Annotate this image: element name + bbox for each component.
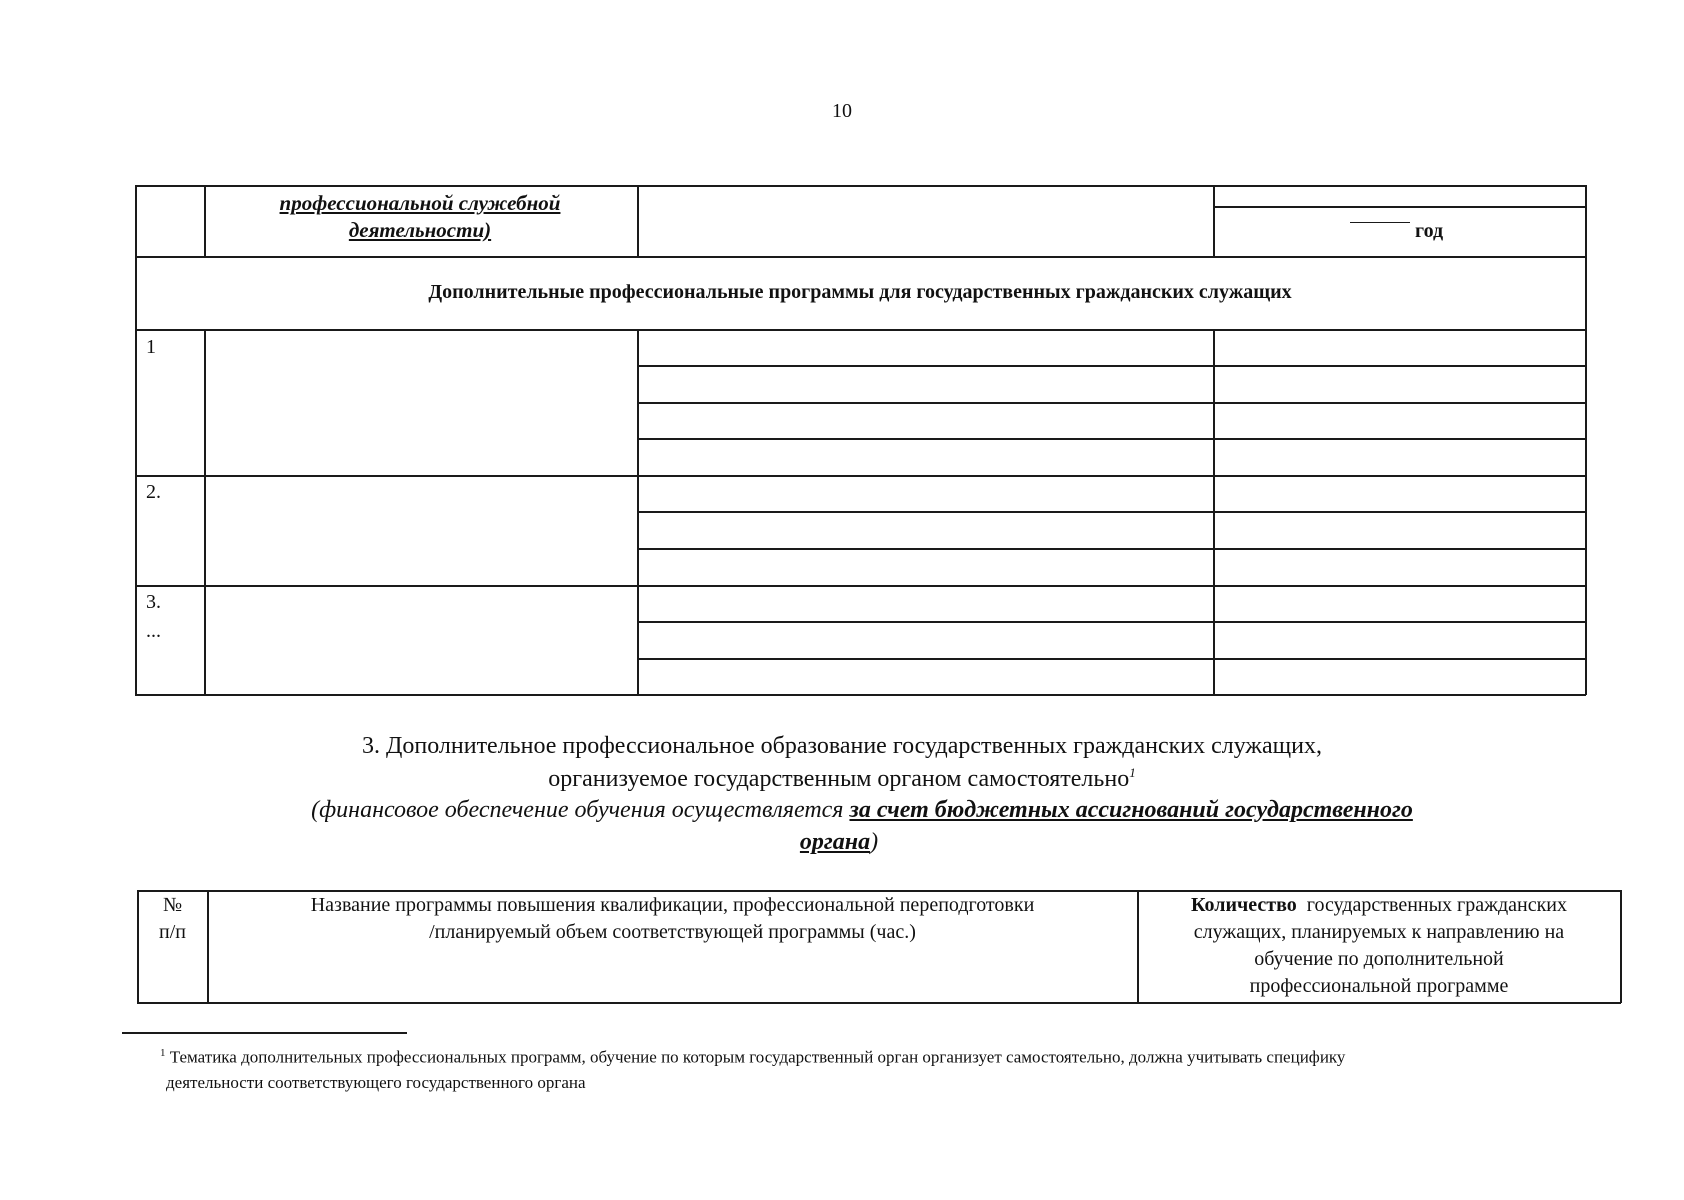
footnote-line: деятельности соответствующего государственного органа	[166, 1072, 586, 1092]
section-title-line: 3. Дополнительное профессиональное образование государственных гражданских служащих,	[362, 733, 1322, 759]
table-border	[637, 402, 1586, 404]
table-border	[135, 694, 1586, 696]
row-number: 2.	[146, 481, 161, 503]
column-header-number	[138, 892, 207, 946]
table-border	[637, 511, 1586, 513]
column-header-employee-count	[1138, 892, 1620, 1000]
table-border	[637, 548, 1586, 550]
row-number: ...	[146, 620, 161, 642]
header-line: обучение по дополнительной	[1254, 948, 1504, 970]
header-bold-word: Количество	[1191, 894, 1297, 916]
table-border	[135, 185, 1586, 187]
table-border	[204, 329, 206, 695]
subtitle-suffix: )	[870, 829, 879, 855]
row-number: 1	[146, 336, 156, 358]
table-border	[1585, 185, 1587, 695]
header-line: служащих, планируемых к направлению на	[1193, 921, 1565, 943]
table-border	[637, 185, 639, 256]
header-line: /планируемый объем соответствующей программы (час.)	[429, 921, 916, 943]
subtitle-emphasis: органа	[799, 829, 871, 855]
continuation-text-line: деятельности)	[348, 218, 492, 242]
year-blank-line	[1350, 222, 1410, 223]
table-border	[137, 1002, 1621, 1004]
section-heading: Дополнительные профессиональные программы для государственных гражданских служащих	[428, 281, 1292, 303]
section-title-text: организуемое государственным органом самостоятельно	[548, 766, 1130, 792]
continuation-text	[205, 190, 635, 244]
column-header-program-name	[208, 892, 1137, 946]
subtitle-emphasis: за счет бюджетных ассигнований государственного	[849, 797, 1413, 823]
section-subtitle-line	[20, 797, 1684, 824]
header-text: государственных гражданских	[1296, 894, 1567, 916]
table-border	[135, 256, 1586, 258]
footnote-separator	[122, 1032, 407, 1034]
footnote-text: Тематика дополнительных профессиональных программ, обучение по которым государственный орган организует самостоятельно, должна учитывать специфику	[169, 1047, 1346, 1067]
section-title-line	[0, 765, 1684, 793]
footnote-mark: 1	[160, 1047, 166, 1059]
header-line	[1138, 892, 1620, 919]
header-line: Название программы повышения квалификации, профессиональной переподготовки	[310, 894, 1035, 916]
page-number: 10	[832, 100, 852, 122]
footnote	[160, 1041, 1580, 1095]
footnote-reference: 1	[1129, 765, 1136, 780]
table-border	[135, 585, 1586, 587]
year-label: год	[1415, 220, 1444, 242]
table-border	[135, 329, 1586, 331]
table-border	[1213, 206, 1585, 208]
footnote-line	[160, 1041, 1580, 1070]
continuation-text-line: профессиональной служебной	[279, 191, 561, 215]
table-border	[1620, 890, 1622, 1003]
table-border	[637, 621, 1586, 623]
table-border	[135, 185, 137, 695]
table-border	[637, 658, 1586, 660]
header-line: профессиональной программе	[1249, 975, 1509, 997]
subtitle-prefix: (финансовое обеспечение обучения осуществляется	[311, 797, 850, 823]
header-line: №	[162, 894, 183, 916]
table-border	[135, 475, 1586, 477]
header-line: п/п	[159, 921, 186, 943]
table-border	[637, 438, 1586, 440]
row-number: 3.	[146, 591, 161, 613]
section-subtitle-line	[0, 829, 1681, 856]
table-border	[637, 365, 1586, 367]
table-border	[1213, 185, 1215, 256]
